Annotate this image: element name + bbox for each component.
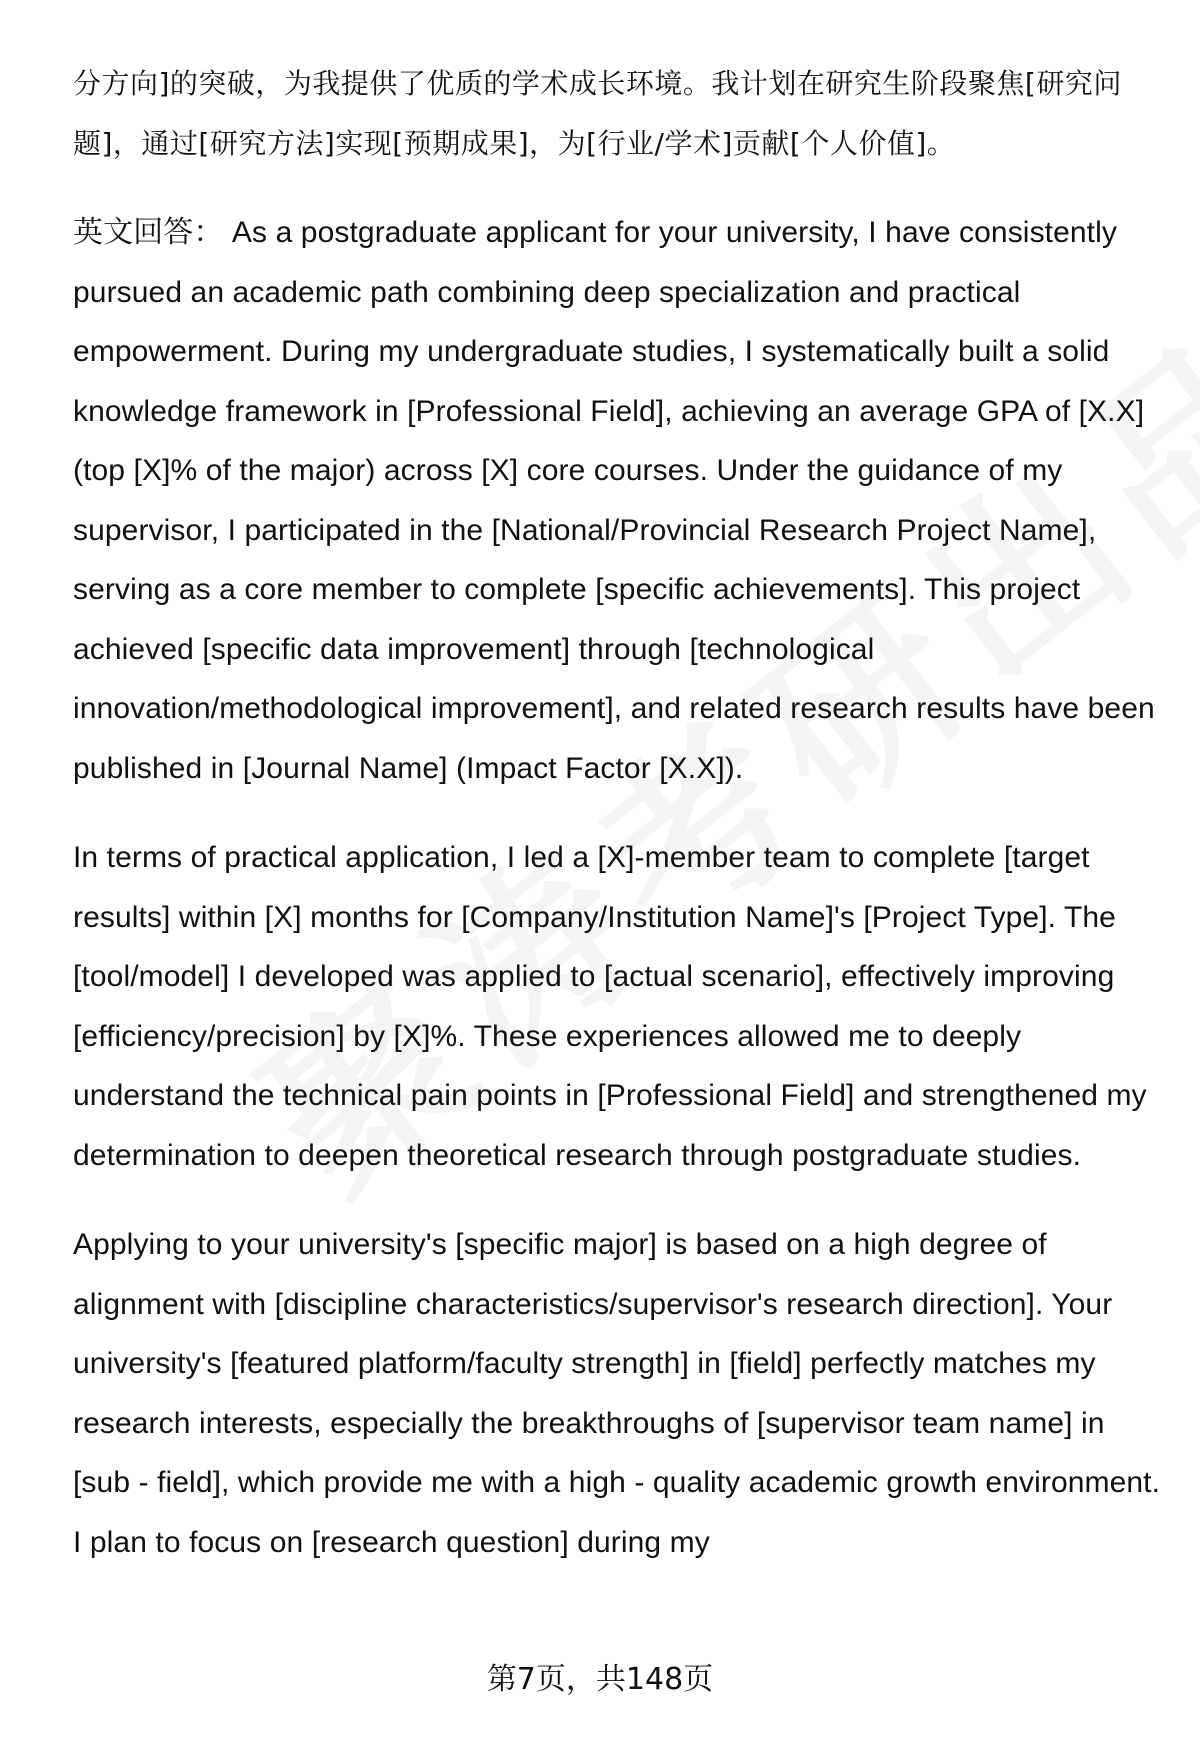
page-number: 第7页，共148页 [486, 1662, 714, 1697]
paragraph-practical-application: In terms of practical application, I led a [X]-member team to complete [target results] within [X] months for [Company/Institution Name]'s [Project Type]. The [tool/model] I developed was applied to [actual scenario], effectively improving [efficiency/precision] by [X]%. These experiences allowed me to deeply understand the technical pain points in [Professional Field] and strengthened my determination to deepen theoretical research through postgraduate studies. [73, 841, 1147, 1172]
paragraph-english-answer-intro: 英文回答： As a postgraduate applicant for your university, I have consistently pursued an academic path combining deep specialization and practical empowerment. During my undergraduate studies, I systematically built a solid knowledge framework in [Professional Field], achieving an average GPA of [X.X] (top [X]% of the major) across [X] core courses. Under the guidance of my supervisor, I participated in the [National/Provincial Research Project Name], serving as a core member to complete [specific achievements]. This project achieved [specific data improvement] through [technological innovation/methodological improvement], and related research results have been published in [Journal Name] (Impact Factor [X.X]). [73, 216, 1155, 785]
document-body [73, 54, 1163, 1602]
paragraph-chinese-conclusion: 分方向]的突破，为我提供了优质的学术成长环境。我计划在研究生阶段聚焦[研究问题]，通过[研究方法]实现[预期成果]，为[行业/学术]贡献[个人价值]。 [73, 67, 1122, 160]
paragraph-application-reason: Applying to your university's [specific major] is based on a high degree of alignment with [discipline characteristics/supervisor's research direction]. Your university's [featured platform/faculty strength] in [field] perfectly matches my research interests, especially the breakthroughs of [supervisor team name] in [sub - field], which provide me with a high - quality academic growth environment. I plan to focus on [research question] during my [73, 1228, 1161, 1559]
